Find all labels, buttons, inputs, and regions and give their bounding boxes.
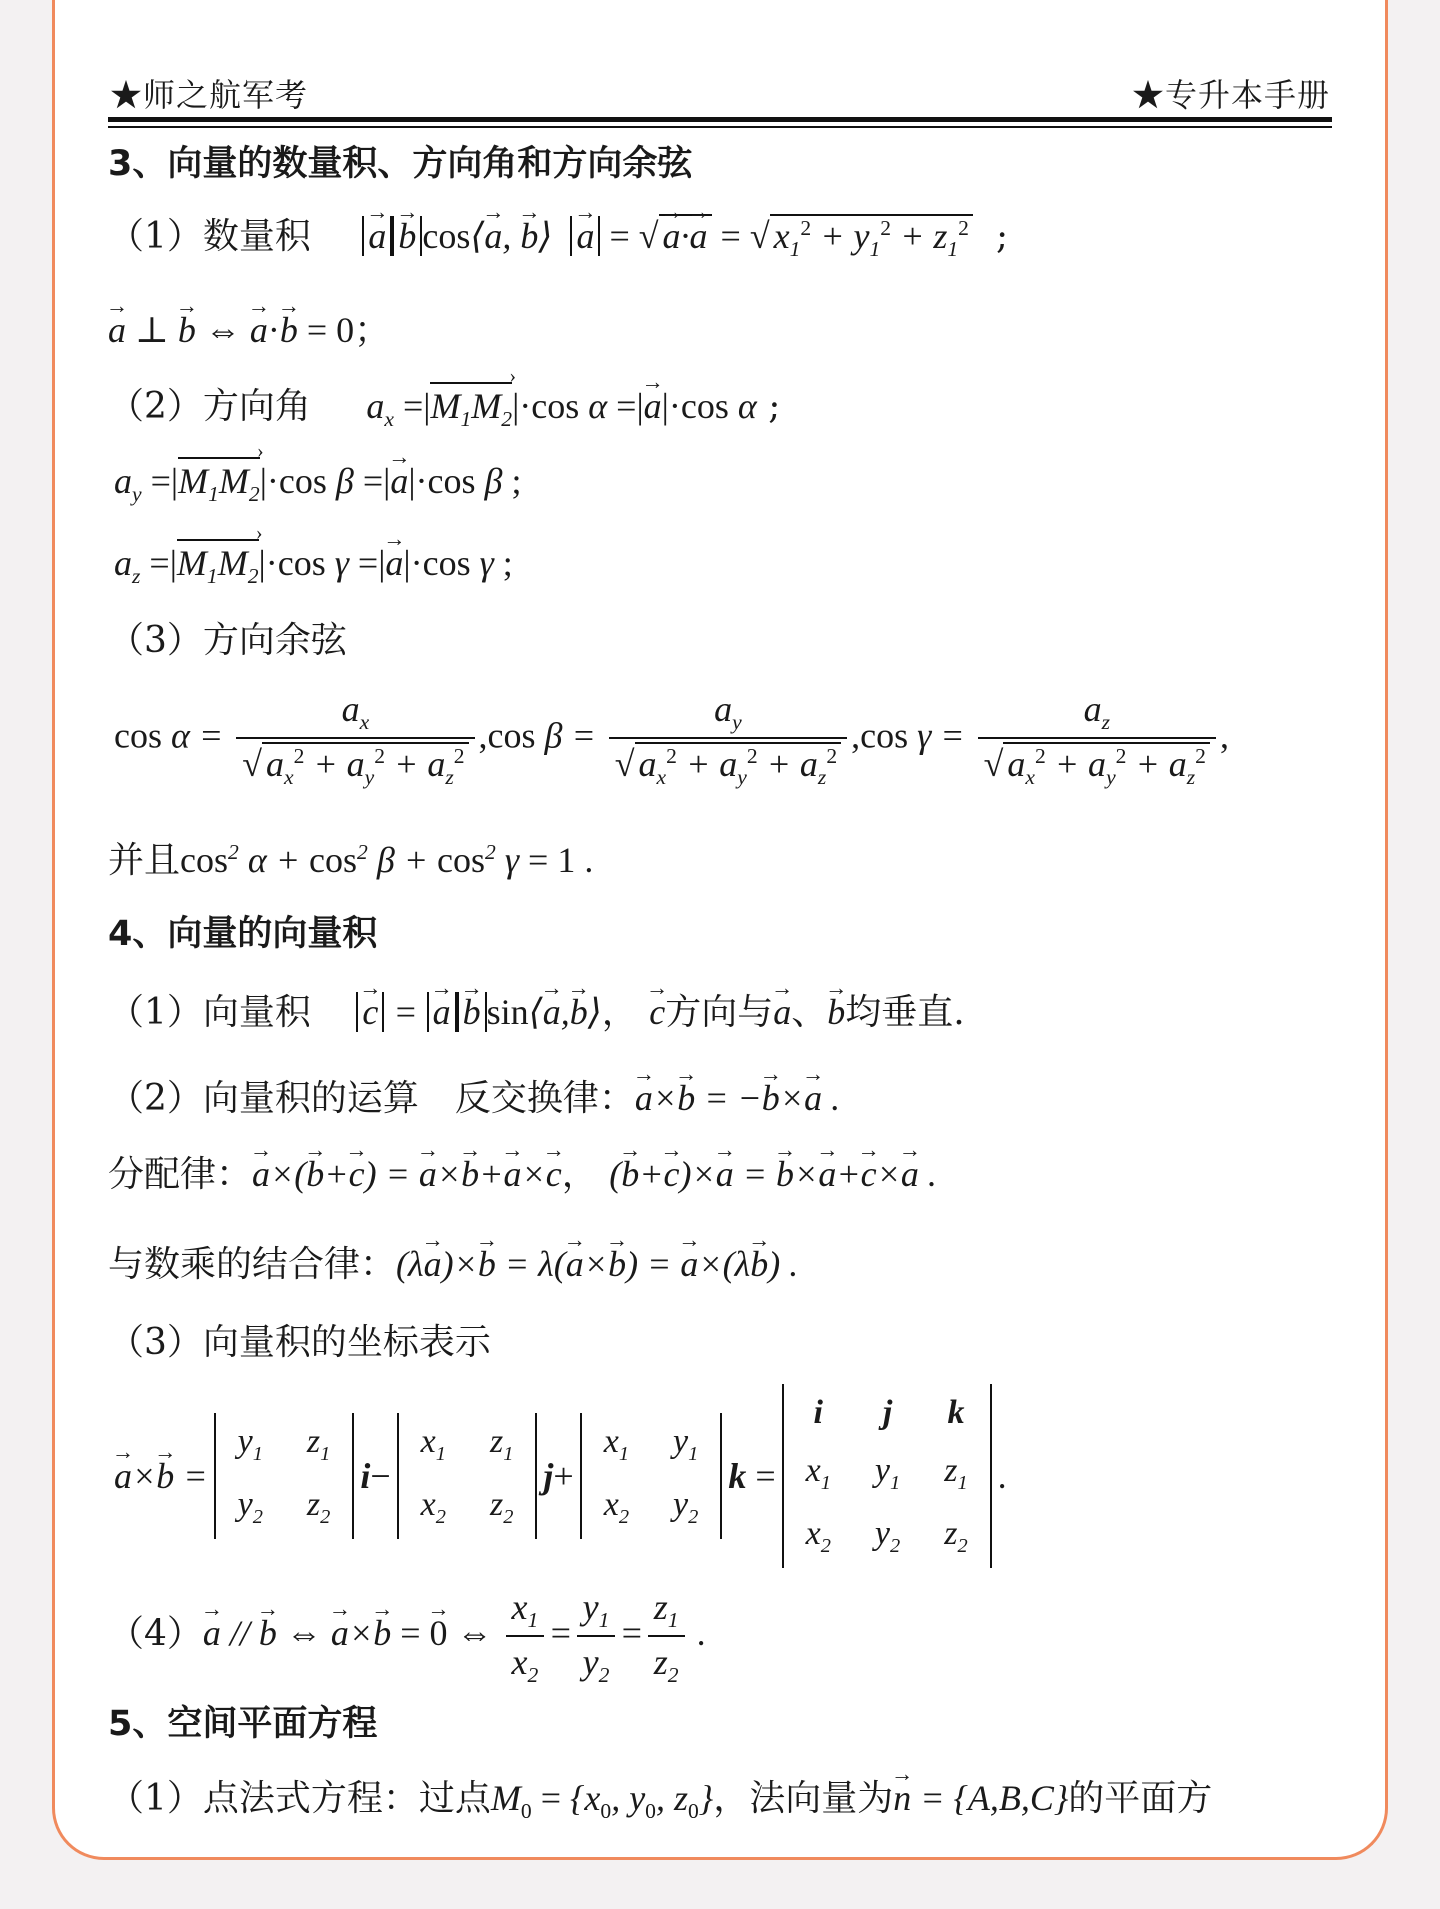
direction-cosine-formula: cos α = $\frac{a_x}{√ a_x^2 + a_y^2 + a_z^2}$ ,cos β = $\frac{a_y}{√ a_x^2 + a_y^2 + a_z^2}$ ,cos γ = $\frac{a_z}{√ a_x^2 + a_y^2 + a_z^2}$ ,	[114, 689, 1229, 790]
point-normal-line: （1）点法式方程：过点$M_0 = \{x_0$, $y_0$, $z_0$}，法向量为→ n = {A,B,C}的平面方	[108, 1770, 1212, 1824]
header-rule-thin	[108, 126, 1332, 128]
distributive-line: 分配律：→ a×(→ b+→ c) = → a×→ b+→ a×→ c， (→ b+→ c)×→ a = → b×→ a+→ c×→ a .	[108, 1146, 937, 1197]
point-normal-label: （1）点法式方程：过点	[108, 1778, 491, 1819]
direction-angle-label: （2）方向角	[108, 386, 311, 427]
coordinate-form-label: （3）向量积的坐标表示	[108, 1322, 491, 1363]
direction-angle-line: （2）方向角 $a_x =|M_1M_2$ ›|·cos α =|→ a|·cos α ;	[108, 378, 780, 432]
distributive-label: 分配律：	[108, 1154, 253, 1195]
plane-tail-text: 的平面方	[1068, 1778, 1213, 1819]
section-4-title: 4、向量的向量积	[108, 914, 378, 954]
cross-product-label: （1）向量积	[108, 992, 311, 1033]
cross-perp-text: 均垂直.	[845, 992, 965, 1033]
perpendicular-condition: → a ⊥ → b ⇔ → a·→ b = 0；	[108, 302, 390, 353]
dot-product-label: （1）数量积	[108, 216, 311, 257]
cross-product-line: （1）向量积 → c = → a→ b sin⟨→ a,→ b⟩， → c方向与→ a、→ b均垂直.	[108, 984, 965, 1035]
anticommutative-label: （2）向量积的运算 反交换律：	[108, 1078, 635, 1119]
header-left: ★师之航军考	[110, 76, 309, 114]
cosine-identity: 并且$\cos^2 \alpha + \cos^2 \beta + \cos^2 \gamma = 1$ .	[108, 840, 594, 881]
header-rule	[108, 117, 1332, 122]
section-5-title: 5、空间平面方程	[108, 1704, 378, 1744]
normal-vector-text: ，法向量为	[713, 1778, 894, 1819]
direction-cosine-label: （3）方向余弦	[108, 620, 347, 661]
dot-product-line: （1）数量积 → a→ b cos⟨→ a, → b⟩ → a = √→ a·→ a = √ $x_1^2 + y_1^2 + z_1^2$ ;	[108, 208, 1008, 262]
direction-angle-z: $a_z =|M_1M_2$ ›|·cos γ =|→ a|·cos γ ;	[114, 542, 513, 589]
cross-determinant-formula: → a×→ b = $y_1$ $z_1$ $y_2$ $z_2$ i − $x_1$ $z_1$ $x_2$ $z_2$ j + $x_1$ $y_1$ $x_2$ $y_2$ k = i j k $x_1$ $y_1$ $z_1$ $x_2$ $y_2$ $z_2$ .	[114, 1384, 1007, 1568]
parallel-condition: （4）→ a // → b ⇔ → a×→ b = → 0 ⇔ $\frac{x_1}{x_2}$ = $\frac{y_1}{y_2}$ = $\frac{z_1}{z_2}$ .	[108, 1586, 707, 1688]
associative-label: 与数乘的结合律：	[108, 1244, 397, 1285]
associative-line: 与数乘的结合律：(λ→ a)×→ b = λ(→ a×→ b) = → a×(λ→ b) .	[108, 1236, 798, 1287]
cross-direction-text: 方向与	[665, 992, 774, 1033]
direction-angle-y: $a_y =|M_1M_2$ ›|·cos β =|→ a|·cos β ;	[114, 460, 521, 507]
and-label: 并且	[108, 840, 181, 881]
parallel-label: （4）	[108, 1613, 203, 1655]
section-3-title: 3、向量的数量积、方向角和方向余弦	[108, 144, 693, 184]
anticommutative-line: （2）向量积的运算 反交换律：→ a×→ b = −→ b×→ a .	[108, 1070, 840, 1121]
header-right: ★专升本手册	[1131, 76, 1330, 114]
